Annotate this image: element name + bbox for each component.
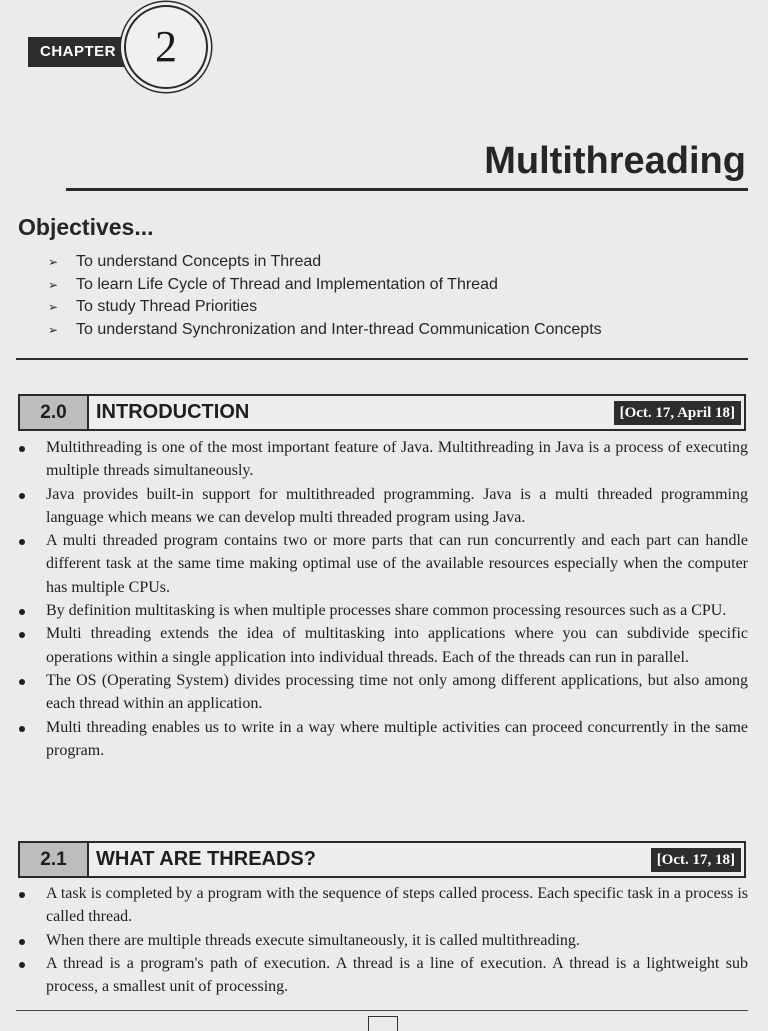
arrow-bullet-icon: ➢ [48, 300, 59, 314]
objectives-divider [16, 358, 748, 360]
section-header-introduction [18, 394, 746, 431]
exam-date-tag: [Oct. 17, April 18] [614, 401, 741, 425]
bullet-item: A task is completed by a program with the sequence of steps called process. Each specific task in a process is called thread. [16, 882, 748, 929]
section-title: WHAT ARE THREADS? [96, 848, 316, 870]
bullet-item: A multi threaded program contains two or more parts that can run concurrently and each part can handle different task at the same time making optimal use of the available resources especially when the computer has multiple CPUs. [16, 529, 748, 599]
arrow-bullet-icon: ➢ [48, 322, 59, 337]
chapter-title: Multithreading [484, 140, 746, 182]
objective-item: ➢ To understand Synchronization and Inter-thread Communication Concepts [48, 319, 602, 342]
bullet-item: When there are multiple threads execute simultaneously, it is called multithreading. [16, 929, 748, 952]
bullet-item: Multi threading enables us to write in a way where multiple activities can proceed concurrently in the same program. [16, 716, 748, 763]
objective-item: ➢ To study Thread Priorities [48, 296, 602, 319]
bullet-item: The OS (Operating System) divides processing time not only among different applications, but also among each thread within an application. [16, 669, 748, 716]
footer-divider [16, 1010, 748, 1011]
objectives-heading: Objectives... [18, 214, 154, 240]
section-title: INTRODUCTION [96, 401, 250, 423]
section-number: 2.1 [20, 843, 89, 876]
objectives-list [48, 251, 602, 341]
chapter-label: CHAPTER [28, 37, 130, 67]
bullet-item: A thread is a program's path of execution. A thread is a line of execution. A thread is a lightweight sub process, a smallest unit of processing. [16, 952, 748, 999]
threads-bullets [16, 882, 748, 998]
objective-item: ➢ To learn Life Cycle of Thread and Implementation of Thread [48, 274, 602, 297]
arrow-bullet-icon: ➢ [48, 277, 59, 292]
bullet-item: Java provides built-in support for multithreaded programming. Java is a multi threaded programming language which means we can develop multi threaded program using Java. [16, 483, 748, 530]
bullet-item: Multithreading is one of the most important feature of Java. Multithreading in Java is a process of executing multiple threads simultaneously. [16, 436, 748, 483]
arrow-bullet-icon: ➢ [48, 255, 59, 269]
bullet-item: By definition multitasking is when multiple processes share common processing resources such as a CPU. [16, 599, 748, 622]
section-number: 2.0 [20, 396, 89, 429]
exam-date-tag: [Oct. 17, 18] [651, 848, 741, 872]
title-divider [66, 188, 748, 191]
bullet-item: Multi threading extends the idea of multitasking into applications where you can subdivide specific operations within a single application into individual threads. Each of the threads can run in parallel. [16, 622, 748, 669]
objective-item: ➢ To understand Concepts in Thread [48, 251, 602, 274]
chapter-number-badge: 2 [124, 5, 208, 89]
section-header-what-are-threads [18, 841, 746, 878]
introduction-bullets [16, 436, 748, 762]
